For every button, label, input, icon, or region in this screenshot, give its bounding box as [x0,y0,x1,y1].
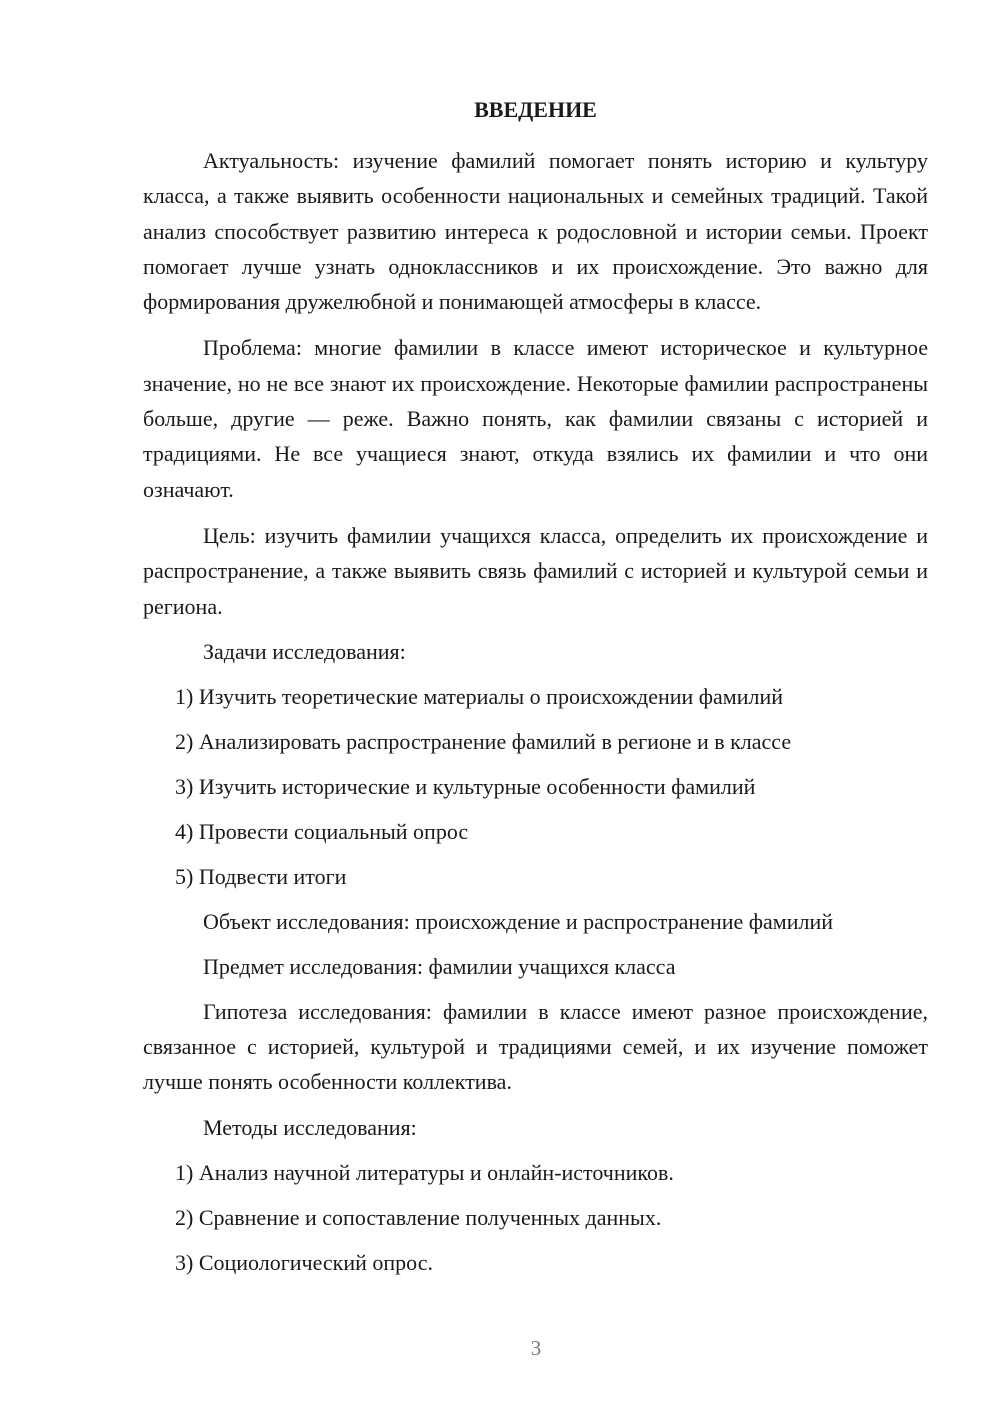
research-subject: Предмет исследования: фамилии учащихся класса [203,953,676,979]
research-object: Объект исследования: происхождение и распространение фамилий [203,908,834,934]
task-item: 2) Анализировать распространение фамилий в регионе и в классе [175,728,792,754]
method-item: 1) Анализ научной литературы и онлайн-источников. [175,1159,674,1185]
tasks-heading: Задачи исследования: [203,638,406,664]
method-item: 3) Социологический опрос. [175,1249,433,1275]
document-page [143,95,928,1280]
task-item: 5) Подвести итоги [175,863,347,889]
problem-paragraph: Проблема: многие фамилии в классе имеют историческое и культурное значение, но не все знают их происхождение. Некоторые фамилии распространены больше, другие — реже. Важно понять, как фамилии связаны с историей и традициями. Не все учащиеся знают, откуда взялись их фамилии и что они означают. [143,335,928,502]
section-title: ВВЕДЕНИЕ [474,97,597,122]
task-item: 3) Изучить исторические и культурные особенности фамилий [175,773,756,799]
hypothesis-paragraph: Гипотеза исследования: фамилии в классе имеют разное происхождение, связанное с историей, культурой и традициями семей, и их изучение поможет лучше понять особенности коллектива. [143,998,928,1095]
goal-paragraph: Цель: изучить фамилии учащихся класса, определить их происхождение и распространение, а также выявить связь фамилий с историей и культурой семьи и региона. [143,522,928,619]
method-item: 2) Сравнение и сопоставление полученных данных. [175,1204,662,1230]
relevance-paragraph: Актуальность: изучение фамилий помогает понять историю и культуру класса, а также выявить особенности национальных и семейных традиций. Такой анализ способствует развитию интереса к родословной и истории семьи. Проект помогает лучше узнать одноклассников и их происхождение. Это важно для формирования дружелюбной и понимающей атмосферы в классе. [143,148,928,315]
task-item: 1) Изучить теоретические материалы о происхождении фамилий [175,683,784,709]
methods-heading: Методы исследования: [203,1114,417,1140]
task-item: 4) Провести социальный опрос [175,818,469,844]
page-number: 3 [530,1336,542,1360]
